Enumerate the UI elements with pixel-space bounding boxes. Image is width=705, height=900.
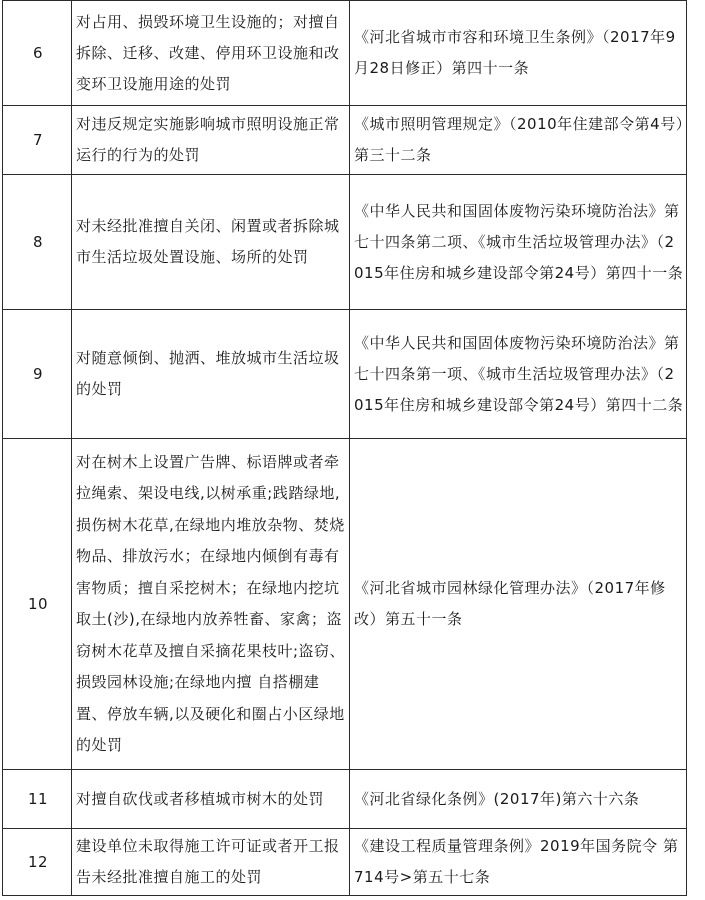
legal-basis: 《河北省绿化条例》(2017年)第六十六条 [350,770,687,829]
legal-basis: 《中华人民共和国固体废物污染环境防治法》第七十四条第一项、《城市生活垃圾管理办法》（2015年住房和城乡建设部令第24号）第四十二条 [350,310,687,439]
table-row [3,439,687,770]
table-row [3,175,687,310]
penalty-description: 建设单位未取得施工许可证或者开工报告未经批准擅自施工的处罚 [72,829,350,896]
table-row [3,1,687,106]
penalty-table [2,0,687,896]
penalty-description: 对未经批准擅自关闭、闲置或者拆除城市生活垃圾处置设施、场所的处罚 [72,175,350,310]
table-row [3,310,687,439]
legal-basis: 《河北省城市园林绿化管理办法》（2017年修改）第五十一条 [350,439,687,770]
row-number: 8 [3,175,72,310]
legal-basis: 《城市照明管理规定》（2010年住建部令第4号）第三十二条 [350,106,687,175]
penalty-description: 对占用、损毁环境卫生设施的；对擅自拆除、迁移、改建、停用环卫设施和改变环卫设施用途的处罚 [72,1,350,106]
table-row [3,770,687,829]
legal-basis: 《建设工程质量管理条例》2019年国务院令 第714号>第五十七条 [350,829,687,896]
penalty-description: 对在树木上设置广告牌、标语牌或者牵拉绳索、架设电线,以树承重;践踏绿地,损伤树木花草,在绿地内堆放杂物、焚烧物品、排放污水；在绿地内倾倒有毒有害物质；擅自采挖树木；在绿地内挖坑取土(沙),在绿地内放养牲畜、家禽；盗窃树木花草及擅自采摘花果枝叶;盗窃、损毁园林设施;在绿地内擅 自搭棚建置、停放车辆,以及硬化和圈占小区绿地的处罚 [72,439,350,770]
penalty-description: 对擅自砍伐或者移植城市树木的处罚 [72,770,350,829]
penalty-description: 对随意倾倒、抛洒、堆放城市生活垃圾的处罚 [72,310,350,439]
legal-basis: 《中华人民共和国固体废物污染环境防治法》第七十四条第二项、《城市生活垃圾管理办法》（2015年住房和城乡建设部令第24号）第四十一条 [350,175,687,310]
row-number: 7 [3,106,72,175]
row-number: 10 [3,439,72,770]
row-number: 12 [3,829,72,896]
table-row [3,106,687,175]
row-number: 11 [3,770,72,829]
legal-basis: 《河北省城市市容和环境卫生条例》（2017年9月28日修正）第四十一条 [350,1,687,106]
table-row [3,829,687,896]
penalty-description: 对违反规定实施影响城市照明设施正常运行的行为的处罚 [72,106,350,175]
row-number: 6 [3,1,72,106]
row-number: 9 [3,310,72,439]
